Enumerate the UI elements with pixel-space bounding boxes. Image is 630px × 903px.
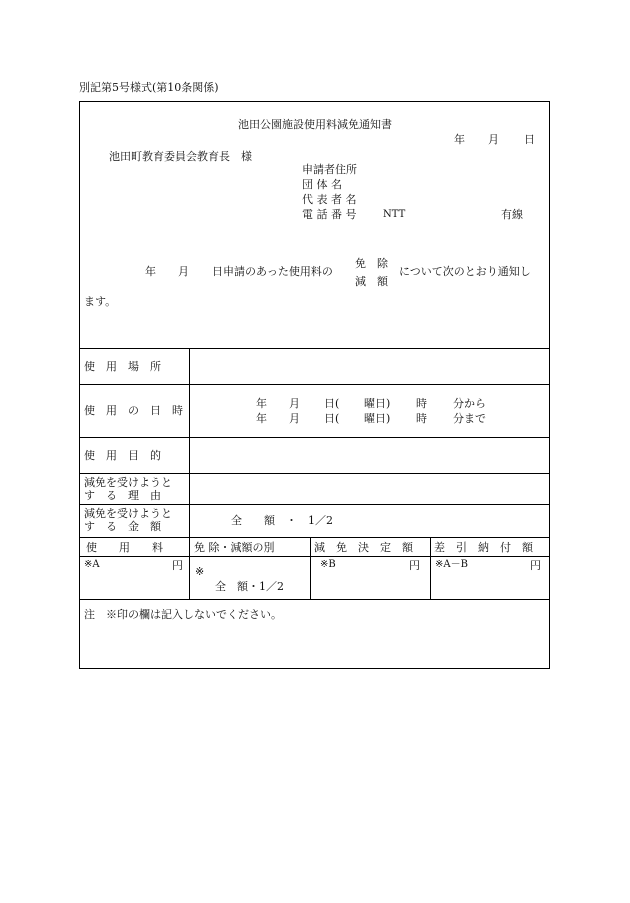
dt-from-year: 年	[256, 397, 267, 410]
addressee: 池田町教育委員会教育長 様	[109, 150, 252, 163]
reason-value-cell[interactable]	[190, 474, 548, 503]
form-reference: 別記第5号様式(第10条関係)	[79, 81, 219, 94]
fee-mark: ※A	[84, 559, 100, 570]
representative-label: 代 表 者 名	[302, 193, 357, 206]
rule	[79, 599, 550, 600]
purpose-label: 使 用 目 的	[84, 449, 161, 462]
applicant-address-label: 申請者住所	[302, 163, 357, 176]
notice-title: 池田公園施設使用料減免通知書	[238, 118, 392, 131]
dt-to-year: 年	[256, 412, 267, 425]
body-end: ます。	[84, 295, 117, 308]
date-year: 年	[454, 133, 465, 146]
dt-from-hour: 時	[416, 397, 427, 410]
amount-value: 全 額 ・ 1／2	[231, 514, 333, 527]
place-value-cell[interactable]	[190, 349, 548, 383]
datetime-label: 使 用 の 日 時	[84, 404, 183, 417]
fee-unit: 円	[172, 559, 183, 572]
ntt-label: NTT	[383, 209, 406, 220]
payment-mark: ※A－B	[435, 559, 468, 570]
place-label: 使 用 場 所	[84, 360, 161, 373]
date-day: 日	[524, 133, 535, 146]
body-reduce: 減 額	[355, 275, 388, 288]
header-fee: 使 用 料	[86, 541, 163, 554]
reason-label-line2: す る 理 由	[84, 489, 161, 502]
body-year: 年	[145, 265, 156, 278]
payment-unit: 円	[530, 559, 541, 572]
reason-label-line1: 減免を受けようと	[84, 476, 172, 489]
body-month: 月	[178, 265, 189, 278]
header-type: 免 除・減額の別	[194, 541, 275, 554]
dt-to-month: 月	[289, 412, 300, 425]
org-name-label: 団 体 名	[302, 178, 342, 191]
dt-to-hour: 時	[416, 412, 427, 425]
amount-label-line1: 減免を受けようと	[84, 507, 172, 520]
body-tail: について次のとおり通知し	[399, 265, 531, 278]
rule	[430, 537, 431, 599]
purpose-value-cell[interactable]	[190, 438, 548, 472]
footer-note: 注 ※印の欄は記入しないでください。	[84, 608, 282, 621]
header-decided: 減 免 決 定 額	[314, 541, 413, 554]
rule	[310, 537, 311, 599]
dt-to-minute: 分まで	[453, 412, 486, 425]
phone-label: 電 話 番 号	[302, 208, 357, 221]
dt-from-month: 月	[289, 397, 300, 410]
date-month: 月	[488, 133, 499, 146]
rule	[79, 556, 550, 557]
rule	[79, 504, 550, 505]
body-exempt: 免 除	[355, 257, 388, 270]
dt-from-day: 日(	[324, 397, 340, 410]
rule	[79, 384, 550, 385]
decided-unit: 円	[409, 559, 420, 572]
header-payment: 差 引 納 付 額	[434, 541, 533, 554]
decided-mark: ※B	[320, 559, 336, 570]
type-value: 全 額・1／2	[215, 580, 284, 593]
dt-from-minute: 分から	[453, 397, 486, 410]
dt-to-weekday: 曜日)	[364, 412, 391, 425]
amount-label-line2: す る 金 額	[84, 520, 161, 533]
dt-from-weekday: 曜日)	[364, 397, 391, 410]
rule	[79, 537, 550, 538]
dt-to-day: 日(	[324, 412, 340, 425]
type-mark: ※	[195, 565, 205, 578]
body-mid: 日申請のあった使用料の	[212, 265, 333, 278]
wired-label: 有線	[501, 208, 523, 221]
